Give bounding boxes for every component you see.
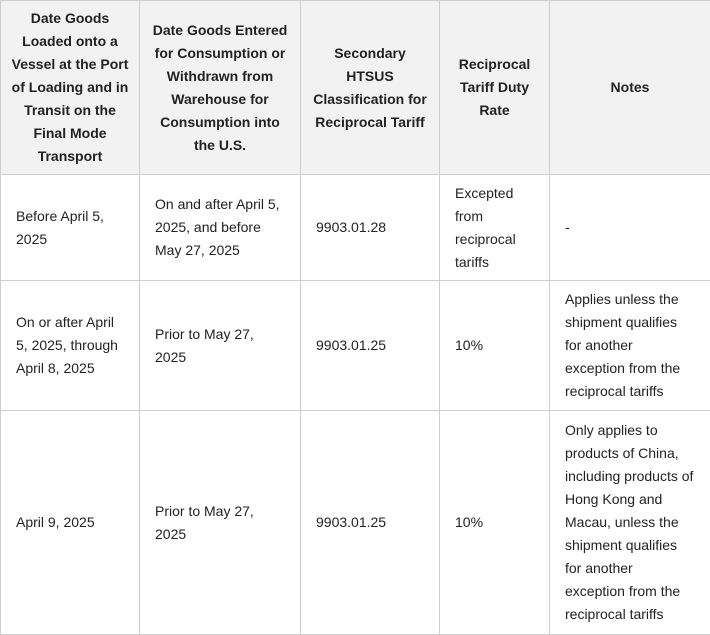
cell-classification: 9903.01.25 — [301, 281, 440, 411]
cell-date-entered: Prior to May 27, 2025 — [140, 281, 301, 411]
cell-duty-rate: Excepted from reciprocal tariffs — [440, 175, 550, 281]
cell-notes: Applies unless the shipment qualifies for another exception from the reciprocal tariffs — [550, 281, 710, 411]
cell-date-entered: On and after April 5, 2025, and before May 27, 2025 — [140, 175, 301, 281]
cell-notes: - — [550, 175, 710, 281]
cell-date-loaded: April 9, 2025 — [1, 411, 140, 635]
header-notes: Notes — [550, 1, 710, 175]
cell-date-entered: Prior to May 27, 2025 — [140, 411, 301, 635]
cell-duty-rate: 10% — [440, 281, 550, 411]
header-htsus-classification: Secondary HTSUS Classification for Reciprocal Tariff — [301, 1, 440, 175]
cell-date-loaded: Before April 5, 2025 — [1, 175, 140, 281]
cell-duty-rate: 10% — [440, 411, 550, 635]
table-row — [1, 281, 710, 411]
cell-date-loaded: On or after April 5, 2025, through April 8, 2025 — [1, 281, 140, 411]
table-body — [1, 175, 710, 635]
header-duty-rate: Reciprocal Tariff Duty Rate — [440, 1, 550, 175]
header-date-loaded: Date Goods Loaded onto a Vessel at the Port of Loading and in Transit on the Final Mode Transport — [1, 1, 140, 175]
cell-classification: 9903.01.25 — [301, 411, 440, 635]
table-row — [1, 411, 710, 635]
header-row — [1, 1, 710, 175]
cell-classification: 9903.01.28 — [301, 175, 440, 281]
cell-notes: Only applies to products of China, including products of Hong Kong and Macau, unless the shipment qualifies for another exception from the reciprocal tariffs — [550, 411, 710, 635]
table-row — [1, 175, 710, 281]
header-date-entered: Date Goods Entered for Consumption or Withdrawn from Warehouse for Consumption into the U.S. — [140, 1, 301, 175]
table-header — [1, 1, 710, 175]
